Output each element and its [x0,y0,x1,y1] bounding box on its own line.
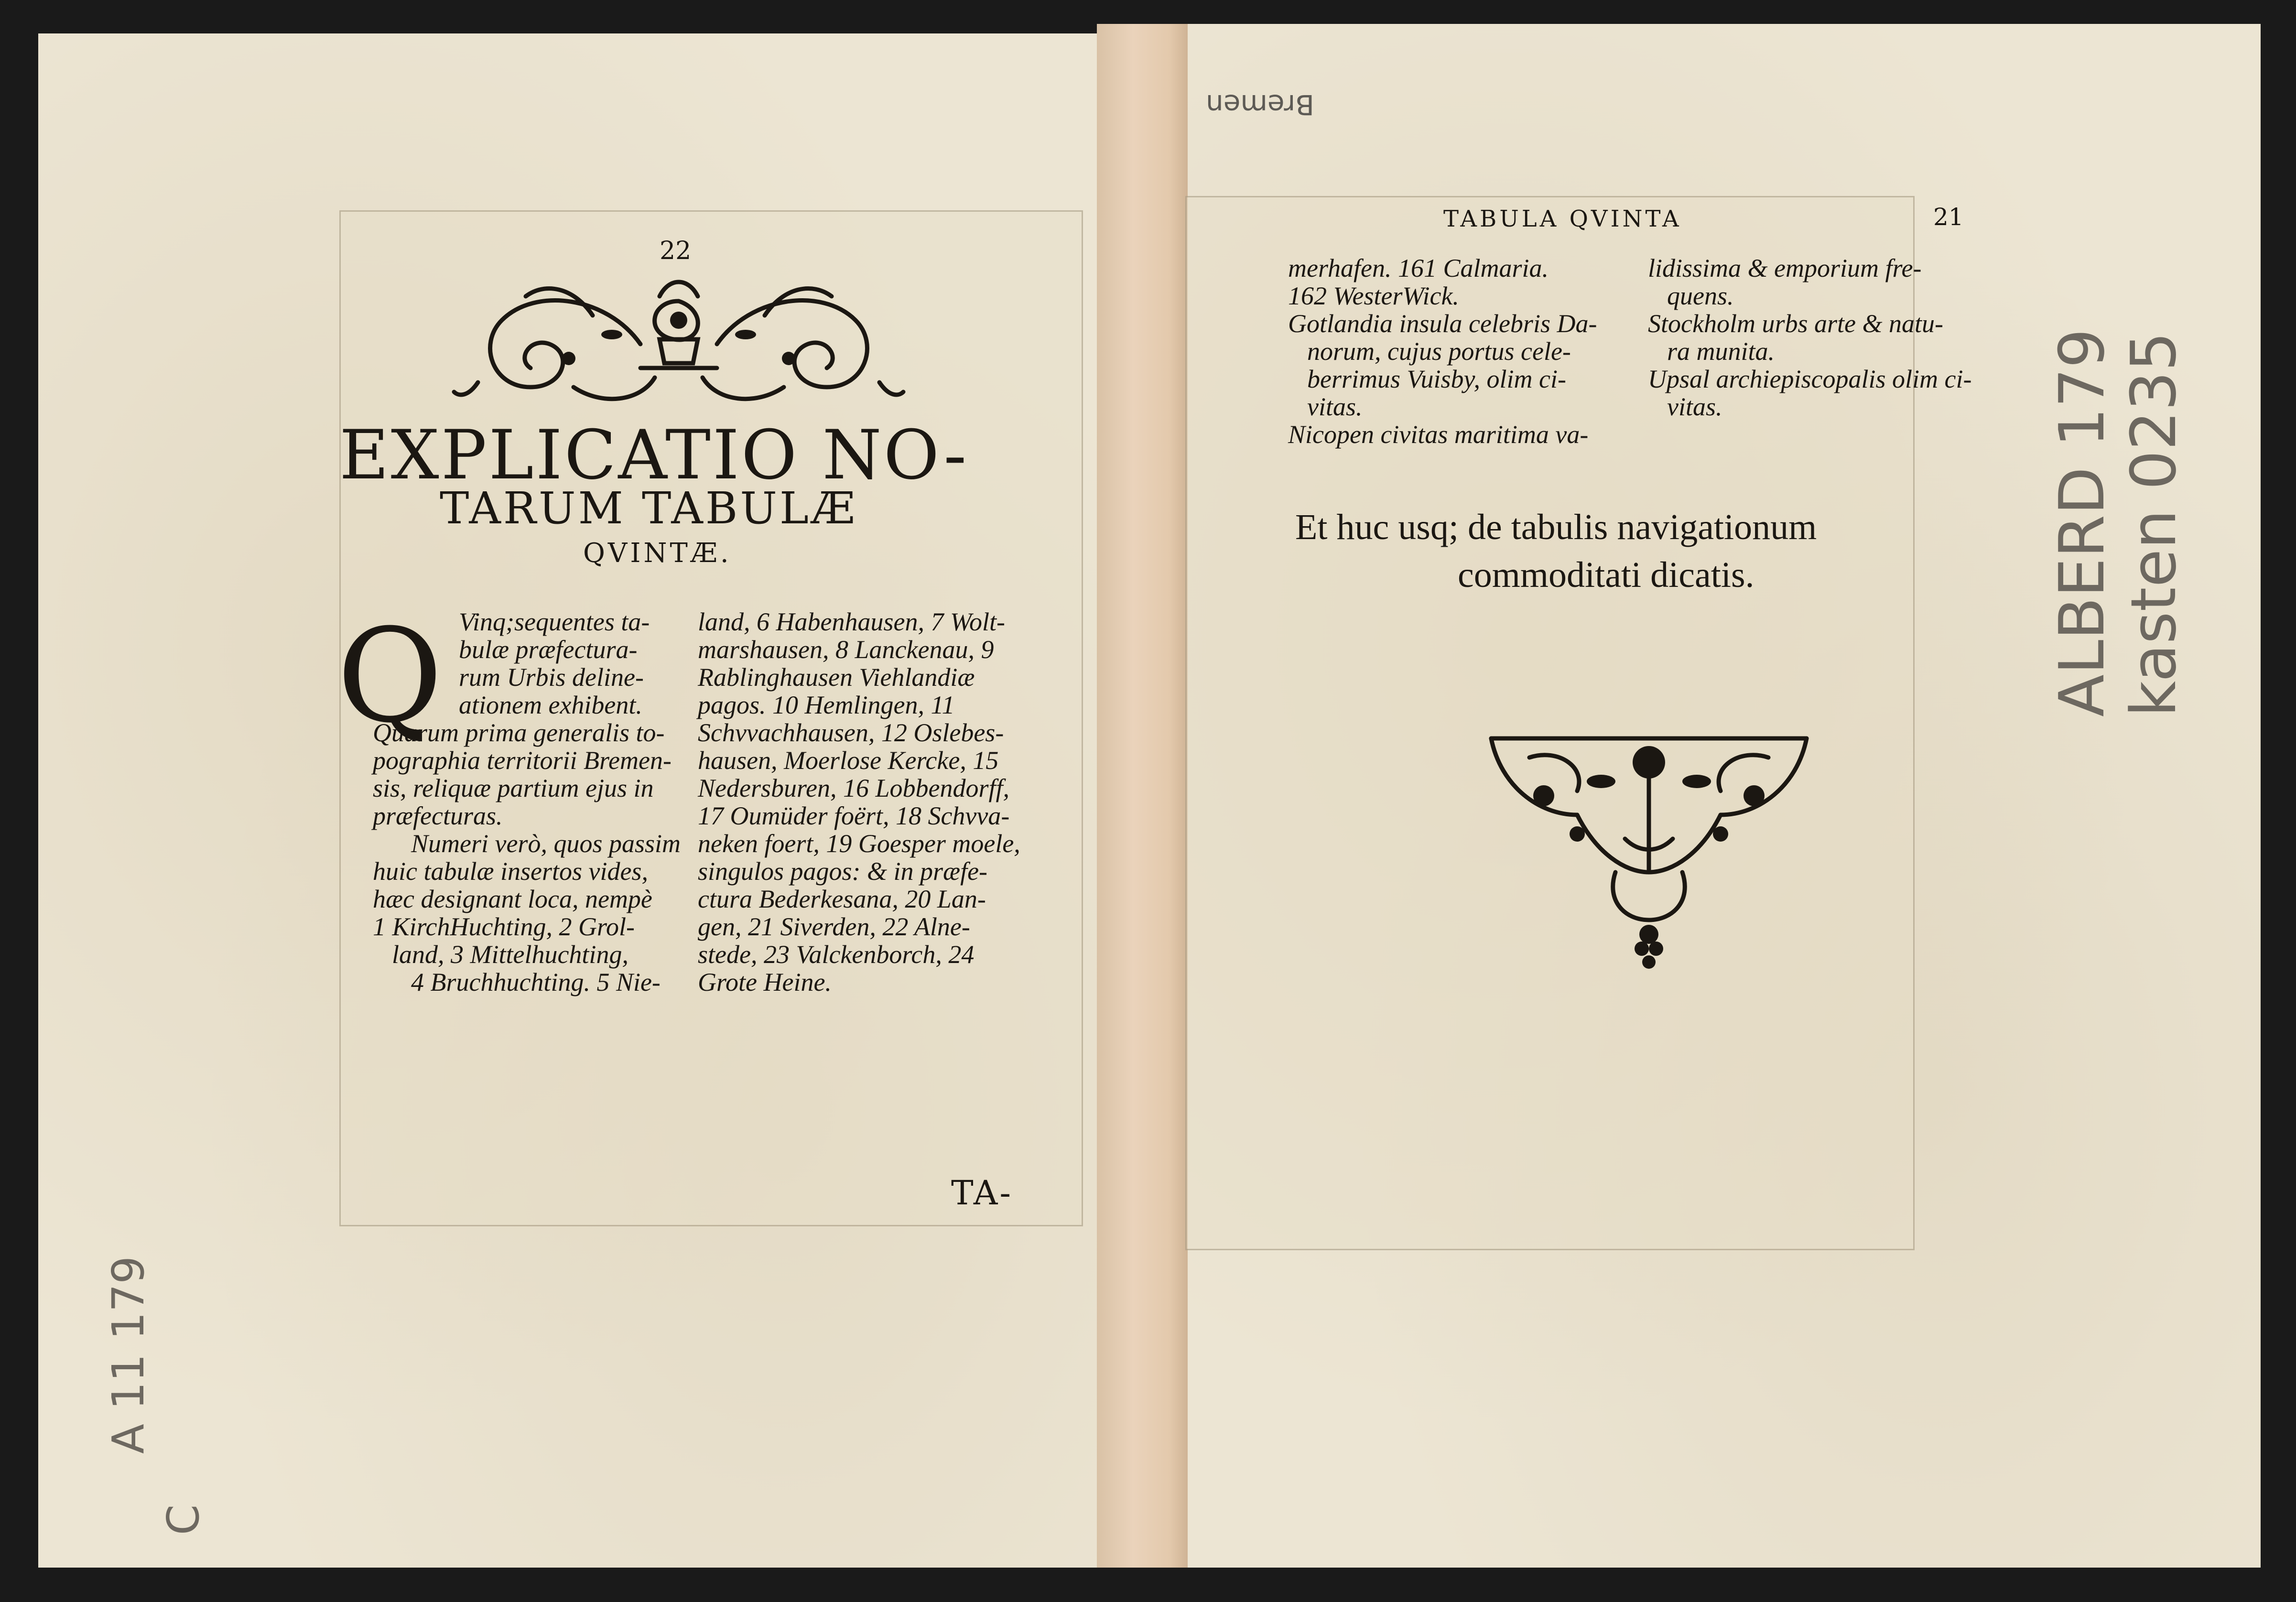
text-line: ationem exhibent. [459,691,642,719]
catchword: TA- [951,1173,1013,1212]
vase-scroll-headpiece-icon [449,268,908,411]
text-line: Numeri verò, quos passim [411,829,681,858]
text-line: marshausen, 8 Lanckenau, 9 [698,635,994,664]
text-line: sis, reliquæ partium ejus in [373,774,654,802]
text-line: singulos pagos: & in præfe- [698,857,988,886]
text-line: ctura Bederkesana, 20 Lan- [698,885,986,913]
text-line: vitas. [1667,392,1722,421]
text-line: rum Urbis deline- [459,663,644,692]
text-line: land, 6 Habenhausen, 7 Wolt- [698,607,1005,636]
explication-title-line2: TARUM TABULÆ [440,483,858,534]
pencil-shelfmark-left-b: C [158,1504,209,1535]
right-page-number: 21 [1933,203,1964,231]
text-line: gen, 21 Siverden, 22 Alne- [698,912,970,941]
text-line: berrimus Vuisby, olim ci- [1307,365,1566,393]
pencil-shelfmark-right-b: kasten 0235 [2117,332,2190,717]
explication-title-line1: EXPLICATIO NO- [339,416,969,495]
text-line: Nedersburen, 16 Lobbendorff, [698,774,1009,802]
text-line: Upsal archiepiscopalis olim ci- [1648,365,1972,393]
text-line: ra munita. [1667,337,1775,366]
text-line: pagos. 10 Hemlingen, 11 [698,691,955,719]
text-line: 162 WesterWick. [1288,281,1459,310]
closing-line-2: commoditati dicatis. [1458,555,1754,595]
text-line: merhafen. 161 Calmaria. [1288,254,1549,282]
text-line: neken foert, 19 Goesper moele, [698,829,1020,858]
text-line: hausen, Moerlose Kercke, 15 [698,746,999,775]
text-line: 1 KirchHuchting, 2 Grol- [373,912,635,941]
drop-cap-initial: Q [337,601,443,751]
pencil-note-top: Bremen [1206,88,1314,121]
text-line: Vinq;sequentes ta- [459,607,650,636]
left-page-number: 22 [660,237,692,265]
text-line: pographia territorii Bremen- [373,746,671,775]
pencil-shelfmark-right-a: ALBERD 179 [2046,328,2118,717]
text-line: Quarum prima generalis to- [373,718,665,747]
cherub-tailpiece-icon [1482,729,1816,977]
text-line: land, 3 Mittelhuchting, [392,940,628,969]
text-line: 17 Oumüder foërt, 18 Schvva- [698,801,1010,830]
text-line: hæc designant loca, nempè [373,885,652,913]
text-line: vitas. [1307,392,1363,421]
text-line: quens. [1667,281,1734,310]
text-line: Stockholm urbs arte & natu- [1648,309,1943,338]
text-line: 4 Bruchhuchting. 5 Nie- [411,968,661,996]
closing-line-1: Et huc usq; de tabulis navigationum [1295,507,1817,547]
pencil-shelfmark-left-a: A 11 179 [103,1256,154,1454]
text-line: huic tabulæ insertos vides, [373,857,648,886]
text-line: Grote Heine. [698,968,832,996]
running-head: TABULA QVINTA [1443,206,1682,232]
text-line: præfecturas. [373,801,503,830]
text-line: Schvvachhausen, 12 Oslebes- [698,718,1004,747]
text-line: norum, cujus portus cele- [1307,337,1571,366]
binding-guard-strip [1097,24,1188,1568]
text-line: stede, 23 Valckenborch, 24 [698,940,975,969]
text-line: Gotlandia insula celebris Da- [1288,309,1597,338]
text-line: Nicopen civitas maritima va- [1288,420,1589,449]
explication-title-line3: QVINTÆ. [583,538,732,569]
text-line: Rablinghausen Viehlandiæ [698,663,975,692]
text-line: bulæ præfectura- [459,635,638,664]
text-line: lidissima & emporium fre- [1648,254,1922,282]
